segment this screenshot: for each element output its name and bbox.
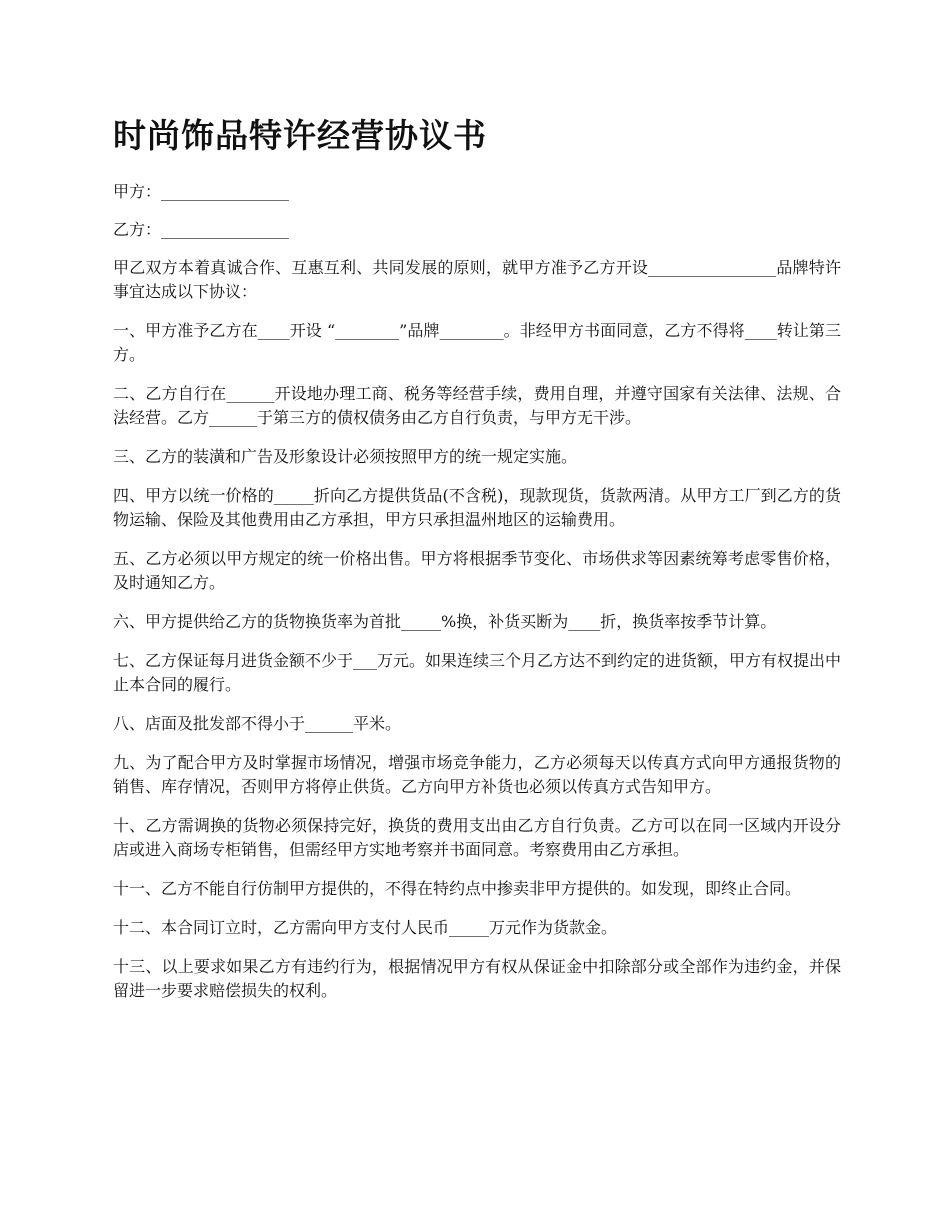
clause-6: 六、甲方提供给乙方的货物换货率为首批_____%换，补货买断为____折，换货率按季节计算。 (113, 612, 777, 631)
clause-12: 十二、本合同订立时，乙方需向甲方支付人民币_____万元作为货款金。 (113, 918, 618, 937)
clause-7: 七、乙方保证每月进货金额不少于___万元。如果连续三个月乙方达不到约定的进货额，甲方有权提出中止本合同的履行。 (113, 651, 842, 694)
party-b-line: 乙方：________________ (113, 220, 290, 239)
clause-10: 十、乙方需调换的货物必须保持完好，换货的费用支出由乙方自行负责。乙方可以在同一区域内开设分店或进入商场专柜销售，但需经甲方实地考察并书面同意。考察费用由乙方承担。 (113, 816, 841, 859)
document-title: 时尚饰品特许经营协议书 (113, 116, 487, 155)
clause-13: 十三、以上要求如果乙方有违约行为，根据情况甲方有权从保证金中扣除部分或全部作为违约金，并保留进一步要求赔偿损失的权利。 (113, 957, 841, 1000)
clause-4: 四、甲方以统一价格的_____折向乙方提供货品(不含税)，现款现货，货款两清。从甲方工厂到乙方的货物运输、保险及其他费用由乙方承担，甲方只承担温州地区的运输费用。 (113, 486, 841, 529)
party-a-line: 甲方：________________ (113, 182, 290, 201)
clause-8: 八、店面及批发部不得小于______平米。 (113, 714, 402, 733)
clause-3: 三、乙方的装潢和广告及形象设计必须按照甲方的统一规定实施。 (113, 447, 578, 466)
document-page (113, 112, 841, 1018)
clause-11: 十一、乙方不能自行仿制甲方提供的，不得在特约点中掺卖非甲方提供的。如发现，即终止合同。 (113, 879, 802, 898)
clause-9: 九、为了配合甲方及时掌握市场情况，增强市场竞争能力，乙方必须每天以传真方式向甲方通报货物的销售、库存情况，否则甲方将停止供货。乙方向甲方补货也必须以传真方式告知甲方。 (113, 753, 841, 796)
clause-1: 一、甲方准予乙方在____开设 “________”品牌________。非经甲方书面同意，乙方不得将____转让第三方。 (113, 321, 841, 364)
clause-2: 二、乙方自行在______开设地办理工商、税务等经营手续，费用自理，并遵守国家有关法律、法规、合法经营。乙方______于第三方的债权债务由乙方自行负责，与甲方无干涉。 (113, 384, 841, 427)
clause-5: 五、乙方必须以甲方规定的统一价格出售。甲方将根据季节变化、市场供求等因素统筹考虑零售价格，及时通知乙方。 (113, 549, 841, 592)
intro-paragraph: 甲乙双方本着真诚合作、互惠互利、共同发展的原则，就甲方准予乙方开设________________品牌特许事宜达成以下协议： (113, 258, 841, 301)
